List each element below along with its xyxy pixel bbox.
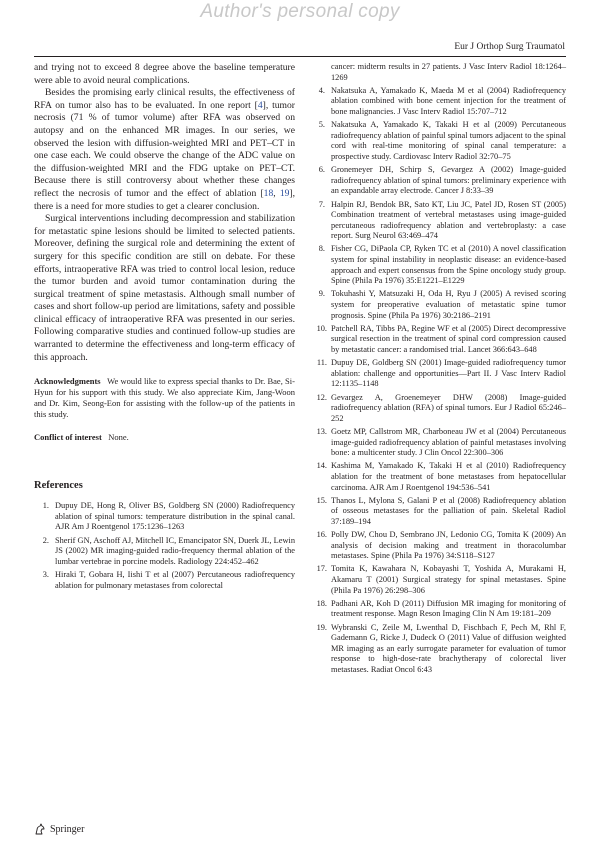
reference-item <box>310 564 566 596</box>
reference-text: Gevargez A, Groenemeyer DHW (2008) Image-guided radiofrequency ablation (RFA) of spinal tumors. Eur J Radiol 65:246–252 <box>331 392 566 423</box>
reference-item <box>310 427 566 459</box>
reference-item <box>310 200 566 242</box>
citation-link[interactable]: 4 <box>257 99 263 111</box>
reference-item <box>310 461 566 493</box>
reference-item-continued <box>310 62 566 83</box>
reference-item <box>310 324 566 356</box>
references-heading: References <box>34 480 83 492</box>
reference-text: Tokuhashi Y, Matsuzaki H, Oda H, Ryu J (2005) A revised scoring system for preoperative evaluation of metastatic spine tumor prognosis. Spine (Phila Pa 1976) 30:2186–2191 <box>331 289 566 320</box>
reference-text: Gronemeyer DH, Schirp S, Gevargez A (2002) Image-guided radiofrequency ablation of spinal tumors: preliminary experience with an expandable array electrode. Cancer J 8:33–39 <box>331 165 566 196</box>
reference-item <box>310 244 566 286</box>
text-span: ], tumor necrosis (71 % of tumor volume) after RFA was observed on autopsy and on the enhanced MR images. In our series, we observed the lesion with diffusion-weighted MRI and PET–CT in one case each. We could observe the change of the ADC value on the diffusion-weighted MRI and the FDG uptake on PET–CT. Because there is still controversy about whether these changes reflect the necrosis of tumor and the effect of ablation [ <box>34 99 295 199</box>
reference-text: Patchell RA, Tibbs PA, Regine WF et al (2005) Direct decompressive surgical resection in the treatment of spinal cord compression caused by metastatic cancer: a randomised trial. Lancet 366:643–648 <box>331 323 566 354</box>
reference-text: Kashima M, Yamakado K, Takaki H et al (2010) Radiofrequency ablation for the treatment of bone metastases from hepatocellular carcinoma. AJR Am J Roentgenol 194:536–541 <box>331 461 566 492</box>
citation-link[interactable]: 18 <box>263 187 274 199</box>
journal-running-head: Eur J Orthop Surg Traumatol <box>454 42 565 52</box>
reference-text: cancer: midterm results in 27 patients. J Vasc Interv Radiol 18:1264–1269 <box>331 62 566 82</box>
reference-number: 16. <box>316 530 327 540</box>
reference-item <box>34 570 295 591</box>
reference-number: 10. <box>316 323 327 333</box>
body-paragraph-1: and trying not to exceed 8 degree above the baseline temperature were able to avoid neural complications. <box>34 62 295 86</box>
reference-text: Padhani AR, Koh D (2011) Diffusion MR imaging for monitoring of treatment response. Magn Reson Imaging Clin N Am 19:181–209 <box>331 598 566 619</box>
reference-number: 5. <box>318 120 325 130</box>
reference-text: Halpin RJ, Bendok BR, Sato KT, Liu JC, Patel JD, Rosen ST (2005) Combination treatment of vertebral metastases using image-guided percutaneous radiofrequency ablation and vertebroplasty: a case report. Surg Neurol 63:469–474 <box>331 199 566 241</box>
reference-text: Nakatsuka A, Yamakado K, Takaki H et al (2009) Percutaneous radiofrequency ablation of painful spinal tumors adjacent to the spinal cord with real-time monitoring of spinal canal temperature: a prospective study. Cardiovasc Interv Radiol 32:70–75 <box>331 120 566 161</box>
reference-number: 15. <box>316 495 327 505</box>
references-list-right <box>310 86 566 676</box>
springer-horse-icon <box>34 823 46 835</box>
conflict-of-interest-text: None. <box>108 432 129 443</box>
reference-item <box>310 530 566 562</box>
page-footer <box>34 823 84 835</box>
reference-item <box>310 599 566 620</box>
conflict-of-interest <box>34 432 295 443</box>
reference-number: 19. <box>316 622 327 632</box>
reference-item <box>310 393 566 425</box>
body-paragraph-2 <box>34 87 295 213</box>
reference-text: Dupuy DE, Hong R, Oliver BS, Goldberg SN (2000) Radiofrequency ablation of spinal tumors: temperature distribution in the spinal canal. AJR Am J Roentgenol 175:1236–1263 <box>55 501 295 532</box>
reference-item <box>310 165 566 197</box>
reference-item <box>310 289 566 321</box>
reference-text: Tomita K, Kawahara N, Kobayashi T, Yoshida A, Murakami H, Akamaru T (2001) Surgical strategy for spinal metastases. Spine (Phila Pa 1976) 26:298–306 <box>331 564 566 595</box>
reference-text: Thanos L, Mylona S, Galani P et al (2008) Radiofrequency ablation of osseous metastases for the palliation of pain. Skeletal Radiol 37:189–194 <box>331 495 566 526</box>
reference-number: 17. <box>316 564 327 574</box>
text-span: Besides the promising early clinical results, the effectiveness of RFA on tumor also has to be evaluated. In one report [ <box>34 87 295 111</box>
reference-text: Fisher CG, DiPaola CP, Ryken TC et al (2010) A novel classification system for spinal instability in neoplastic disease: an evidence-based approach and expert consensus from the Spine oncology study group. Spine (Phila Pa 1976) 35:E1221–E1229 <box>331 244 566 286</box>
reference-item <box>310 86 566 118</box>
acknowledgments-label: Acknowledgments <box>34 376 101 387</box>
watermark: Author's personal copy <box>200 1 400 22</box>
acknowledgments <box>34 376 295 420</box>
reference-text: Nakatsuka A, Yamakado K, Maeda M et al (2004) Radiofrequency ablation combined with bone cement injection for the treatment of bone malignancies. J Vasc Interv Radiol 15:707–712 <box>331 85 566 116</box>
publisher-name: Springer <box>50 823 85 835</box>
reference-item <box>310 120 566 162</box>
reference-number: 4. <box>318 85 325 95</box>
reference-text: Hiraki T, Gobara H, Iishi T et al (2007) Percutaneous radiofrequency ablation for pulmonary metastases from colorectal <box>55 570 295 590</box>
text-span: , <box>273 187 280 199</box>
reference-text: Wybranski C, Zeile M, Lwenthal D, Fischbach F, Pech M, Rhl F, Gademann G, Ricke J, Dudeck O (2011) Value of diffusion weighted MR imaging as an early surrogate parameter for evaluation of tumor response to high-dose-rate brachytherapy of colorectal liver metastases. Radiat Oncol 6:43 <box>331 622 566 674</box>
reference-number: 18. <box>316 598 327 608</box>
reference-number: 7. <box>318 199 325 209</box>
reference-item <box>34 536 295 568</box>
reference-text: Sherif GN, Aschoff AJ, Mitchell IC, Emancipator SN, Duerk JL, Lewin JS (2002) MR imaging-guided radio-frequency thermal ablation of the lumbar vertebrae in porcine models. Radiology 224:452–462 <box>55 535 295 566</box>
reference-number: 1. <box>42 501 49 511</box>
left-column <box>34 62 295 594</box>
reference-number: 3. <box>42 570 49 579</box>
acknowledgments-text: We would like to express special thanks to Dr. Bae, Si-Hyun for his support with this study. We also appreciate Kim, Jang-Woon and Dr. Kim, Seong-Eon for assisting with the follow-up of the patients in this study. <box>34 376 295 420</box>
reference-number: 9. <box>318 289 325 299</box>
reference-number: 8. <box>318 244 325 254</box>
reference-text: Polly DW, Chou D, Sembrano JN, Ledonio CG, Tomita K (2009) An analysis of decision making and treatment in thoracolumbar metastases. Spine (Phila Pa 1976) 34:S118–S127 <box>331 530 566 561</box>
reference-number: 6. <box>318 165 325 175</box>
reference-number: 11. <box>316 358 327 368</box>
reference-item <box>34 501 295 533</box>
reference-item <box>310 623 566 676</box>
body-paragraph-3: Surgical interventions including decompression and stabilization for metastatic spine lesions should be limited to selected patients. Moreover, defining the surgical role and determining the extent of surgery for this specific condition are still on debate. For these efforts, intraoperative RFA was tried to control local lesion, reduce the tumor burden and avoid tumor contamination during the surgical treatment of spine metastasis. Although small number of cases and short follow-up period are limitations, safety and possible clinical efficacy of intraoperative RFA was presented in our series. Following comparative studies and continued follow-up studies are warranted to determine the effectiveness and long-term efficacy of this approach. <box>34 213 295 363</box>
right-column <box>310 62 566 678</box>
citation-link[interactable]: 19 <box>279 187 290 199</box>
reference-item <box>310 496 566 528</box>
references-list-left <box>34 501 295 591</box>
text-span: ], there is a need for more studies to get a clearer conclusion. <box>34 187 295 212</box>
reference-text: Dupuy DE, Goldberg SN (2001) Image-guided radiofrequency tumor ablation: challenge and opportunities—Part II. J Vasc Interv Radiol 12:1135–1148 <box>331 358 566 389</box>
reference-item <box>310 358 566 390</box>
reference-number: 12. <box>316 392 327 402</box>
reference-text: Goetz MP, Callstrom MR, Charboneau JW et al (2004) Percutaneous image-guided radiofrequency ablation of painful metastases involving bone: a multicenter study. J Clin Oncol 22:300–306 <box>331 426 566 458</box>
reference-number: 2. <box>42 535 49 545</box>
header-rule <box>34 56 566 57</box>
reference-number: 14. <box>316 461 327 471</box>
reference-number: 13. <box>316 426 327 436</box>
conflict-of-interest-label: Conflict of interest <box>34 432 102 443</box>
